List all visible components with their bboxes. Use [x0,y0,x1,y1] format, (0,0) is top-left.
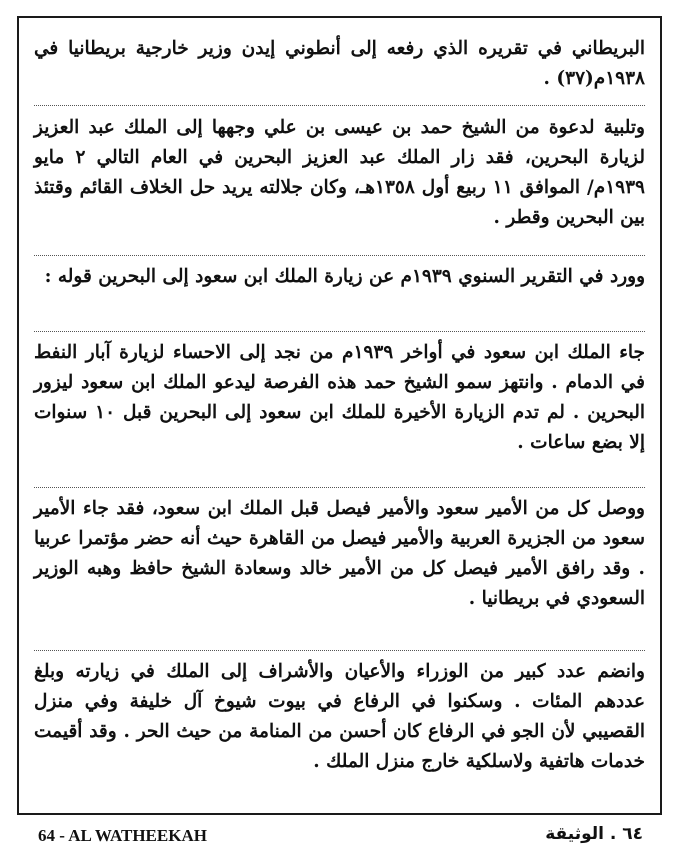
paragraph-5: ووصل كل من الأمير سعود والأمير فيصل قبل الملك ابن سعود، فقد جاء الأمير سعود من الجزيرة العربية والأمير فيصل من القاهرة حيث أنه حضر مؤتمرا عربيا . وقد رافق الأمير فيصل كل من الأمير خالد وسعادة الشيخ حافظ وهبه الوزير السعودي في بريطانيا . [34,498,645,609]
separator-4 [34,487,645,488]
paragraph-1: البريطاني في تقريره الذي رفعه إلى أنطوني إيدن وزير خارجية بريطانيا في ١٩٣٨م(٣٧) . [34,38,645,89]
footer-page-label-arabic: ٦٤ . الوثيقة [545,824,643,844]
paragraph-4: جاء الملك ابن سعود في أواخر ١٩٣٩م من نجد إلى الاحساء لزيارة آبار النفط في الدمام . وانتهز سمو الشيخ حمد هذه الفرصة ليدعو الملك ابن سعود ليزور البحرين . لم تدم الزيارة الأخيرة للملك ابن سعود إلى البحرين قبل ١٠ سنوات إلا بضع ساعات . [34,342,645,453]
separator-1 [34,105,645,106]
paragraph-3: وورد في التقرير السنوي ١٩٣٩م عن زيارة الملك ابن سعود إلى البحرين قوله : [44,266,645,287]
paragraph-2: وتلبية لدعوة من الشيخ حمد بن عيسى بن علي وجهها إلى الملك عبد العزيز لزيارة البحرين، فقد زار الملك عبد العزيز البحرين في العام التالي ٢ مايو ١٩٣٩م/ الموافق ١١ ربيع أول ١٣٥٨هـ، وكان جلالته يريد حل الخلاف القائم وقتئذ بين البحرين وقطر . [34,117,645,228]
footer-page-label-latin: 64 - AL WATHEEKAH [38,826,207,845]
separator-2 [34,255,645,256]
separator-3 [34,331,645,332]
separator-5 [34,650,645,651]
paragraph-6: وانضم عدد كبير من الوزراء والأعيان والأشراف إلى الملك في زيارته وبلغ عددهم المئات . وسكنوا في الرفاع في بيوت شيوخ آل خليفة وفي منزل القصيبي لأن الجو في الرفاع كان أحسن من المنامة من حيث الحر . وقد أقيمت خدمات هاتفية ولاسلكية خارج منزل الملك . [34,661,645,772]
